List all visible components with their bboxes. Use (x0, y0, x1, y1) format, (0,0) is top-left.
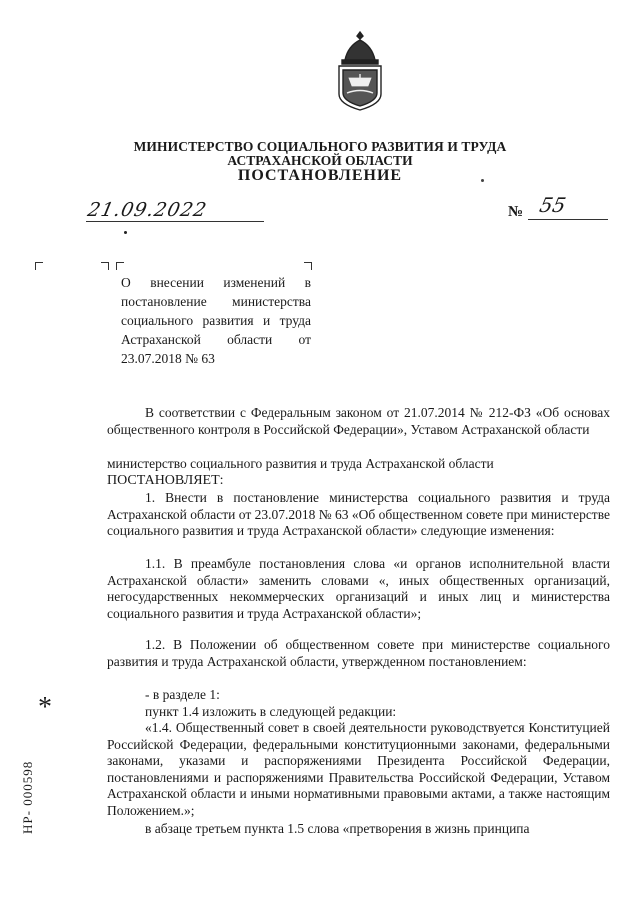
document-number: 55 (537, 193, 569, 217)
ink-dot (481, 179, 484, 182)
number-label: № (508, 204, 524, 220)
document-date: 21.09.2022 (85, 199, 210, 221)
margin-asterisk: * (38, 692, 52, 723)
corner-bracket (35, 262, 43, 270)
ministry-name-line1: МИНИСТЕРСТВО СОЦИАЛЬНОГО РАЗВИТИЯ И ТРУДА (133, 139, 507, 154)
ministry-name-line2: АСТРАХАНСКОЙ ОБЛАСТИ (227, 153, 413, 168)
body-paragraph: 1.1. В преамбуле постановления слова «и органов исполнительной власти Астраханской области» заменить словами «, иных общественных организаций, негосударственных некоммерческих организаций и иных лиц и министерства социального развития и труда Астраханской области»; (107, 556, 610, 621)
corner-bracket (101, 262, 109, 270)
corner-bracket (304, 262, 312, 270)
document-subject: О внесении изменений в постановление министерства социального развития и труда Астраханской области от 23.07.2018 № 63 (121, 275, 311, 366)
body-resolves: ПОСТАНОВЛЯЕТ: (107, 473, 224, 488)
body-paragraph: в абзаце третьем пункта 1.5 слова «претворения в жизнь принципа (145, 821, 530, 836)
document-type-title: ПОСТАНОВЛЕНИЕ (237, 167, 403, 184)
body-paragraph: 1. Внести в постановление министерства социального развития и труда Астраханской области от 23.07.2018 № 63 «Об общественном совете при министерстве социального развития и труда Астраханской области» следующие изменения: (107, 490, 610, 538)
body-paragraph: - в разделе 1: (145, 687, 220, 702)
corner-bracket (116, 262, 124, 270)
number-underline (528, 219, 608, 220)
margin-registration-code: НР- 000598 (20, 760, 35, 834)
body-paragraph: «1.4. Общественный совет в своей деятельности руководствуется Конституцией Российской Федерации, федеральными конституционными законами, федеральными законами, указами и распоряжениями Президента Российской Федерации, постановлениями и распоряжениями Правительства Российской Федерации, Уставом Астраханской области и иными нормативными правовыми актами, а также настоящим Положением.»; (107, 720, 610, 818)
body-paragraph: 1.2. В Положении об общественном совете при министерстве социального развития и труда Астраханской области, утвержденном постановлением: (107, 637, 610, 669)
ink-dot (124, 231, 127, 234)
coat-of-arms-emblem (333, 30, 387, 112)
body-paragraph: В соответствии с Федеральным законом от 21.07.2014 № 212-ФЗ «Об основах общественного контроля в Российской Федерации», Уставом Астраханской области (107, 405, 610, 437)
body-paragraph: пункт 1.4 изложить в следующей редакции: (145, 704, 397, 719)
date-underline (86, 221, 264, 222)
body-paragraph: министерство социального развития и труда Астраханской области (107, 456, 494, 471)
